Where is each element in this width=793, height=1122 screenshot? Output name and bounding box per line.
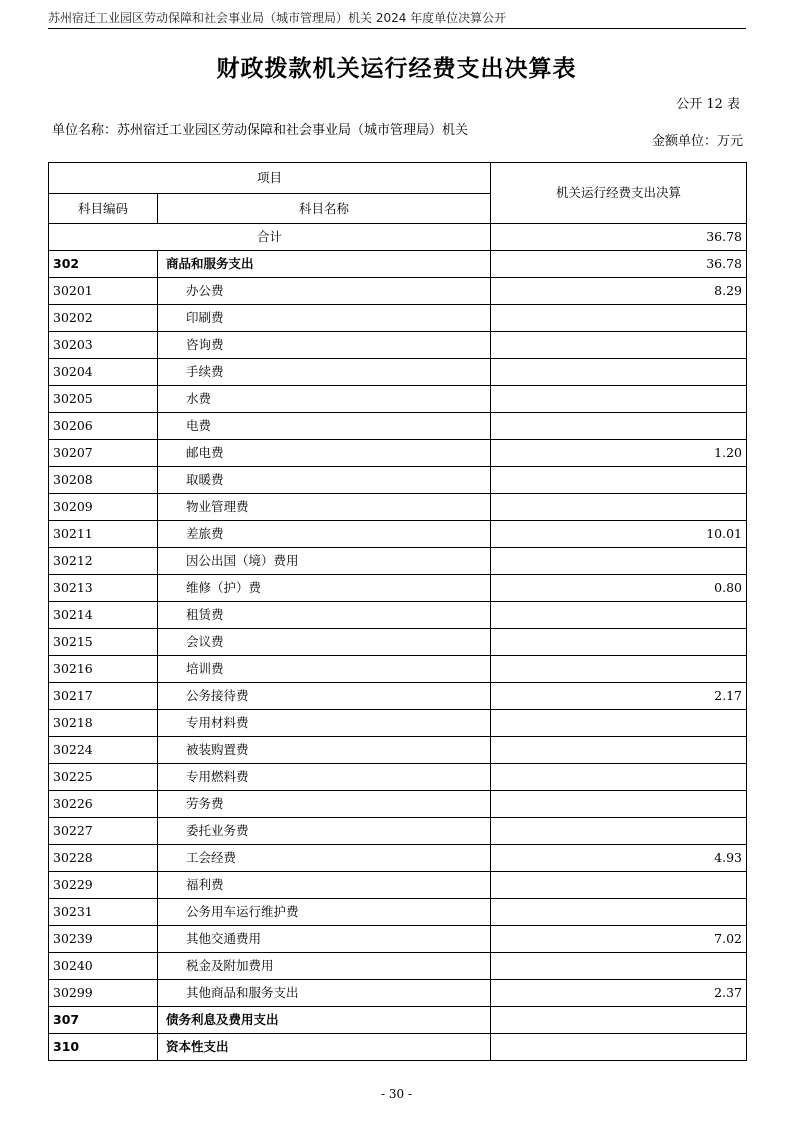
row-code: 30201 [49, 278, 158, 305]
row-name: 取暖费 [158, 467, 491, 494]
row-code: 30209 [49, 494, 158, 521]
table-row [49, 413, 747, 440]
row-code: 30205 [49, 386, 158, 413]
row-code: 307 [49, 1007, 158, 1034]
row-value: 2.17 [491, 683, 747, 710]
unit-name: 单位名称：苏州宿迁工业园区劳动保障和社会事业局（城市管理局）机关 [52, 123, 469, 138]
header-name: 科目名称 [158, 194, 491, 224]
table-row [49, 332, 747, 359]
row-code: 30225 [49, 764, 158, 791]
table-row [49, 629, 747, 656]
row-name: 其他交通费用 [158, 926, 491, 953]
table-row [49, 764, 747, 791]
row-name: 会议费 [158, 629, 491, 656]
row-name: 因公出国（境）费用 [158, 548, 491, 575]
table-row [49, 845, 747, 872]
table-row [49, 467, 747, 494]
row-value: 2.37 [491, 980, 747, 1007]
row-value [491, 791, 747, 818]
row-code: 30203 [49, 332, 158, 359]
row-value [491, 602, 747, 629]
row-name: 福利费 [158, 872, 491, 899]
row-value [491, 332, 747, 359]
row-name: 物业管理费 [158, 494, 491, 521]
row-code: 30208 [49, 467, 158, 494]
header-row [49, 163, 747, 194]
table-row [49, 953, 747, 980]
table-row [49, 251, 747, 278]
table-row [49, 791, 747, 818]
row-value: 36.78 [491, 251, 747, 278]
table-row [49, 305, 747, 332]
row-name: 培训费 [158, 656, 491, 683]
row-code: 30224 [49, 737, 158, 764]
row-name: 公务用车运行维护费 [158, 899, 491, 926]
row-value [491, 467, 747, 494]
header-item: 项目 [49, 163, 491, 194]
row-code: 30214 [49, 602, 158, 629]
header-code: 科目编码 [49, 194, 158, 224]
table-row [49, 278, 747, 305]
table-number: 公开 12 表 [676, 97, 740, 112]
row-name: 委托业务费 [158, 818, 491, 845]
row-value [491, 629, 747, 656]
row-value [491, 656, 747, 683]
row-value [491, 899, 747, 926]
row-code: 30239 [49, 926, 158, 953]
row-name: 咨询费 [158, 332, 491, 359]
row-code: 30231 [49, 899, 158, 926]
table-row [49, 548, 747, 575]
table-row [49, 440, 747, 467]
row-value [491, 872, 747, 899]
table-row [49, 1034, 747, 1061]
table-row [49, 1007, 747, 1034]
row-value [491, 818, 747, 845]
row-value: 1.20 [491, 440, 747, 467]
row-value: 10.01 [491, 521, 747, 548]
table-row [49, 980, 747, 1007]
row-value [491, 413, 747, 440]
row-code: 30218 [49, 710, 158, 737]
row-code: 30227 [49, 818, 158, 845]
table-row [49, 818, 747, 845]
row-code: 30207 [49, 440, 158, 467]
row-code: 30217 [49, 683, 158, 710]
row-name: 差旅费 [158, 521, 491, 548]
total-row [49, 224, 747, 251]
row-name: 商品和服务支出 [158, 251, 491, 278]
row-value: 8.29 [491, 278, 747, 305]
table-row [49, 359, 747, 386]
running-header: 苏州宿迁工业园区劳动保障和社会事业局（城市管理局）机关 2024 年度单位决算公开 [48, 11, 507, 25]
page-title: 财政拨款机关运行经费支出决算表 [216, 56, 577, 82]
row-name: 租赁费 [158, 602, 491, 629]
table-row [49, 575, 747, 602]
row-code: 30229 [49, 872, 158, 899]
row-value: 0.80 [491, 575, 747, 602]
table-row [49, 494, 747, 521]
header-divider [48, 28, 746, 29]
row-code: 30213 [49, 575, 158, 602]
row-value: 7.02 [491, 926, 747, 953]
table-row [49, 602, 747, 629]
row-value: 4.93 [491, 845, 747, 872]
table-row [49, 683, 747, 710]
row-code: 30215 [49, 629, 158, 656]
row-value [491, 386, 747, 413]
header-value: 机关运行经费支出决算 [491, 163, 747, 224]
total-value: 36.78 [491, 224, 747, 251]
expense-table [48, 162, 747, 1061]
row-code: 30212 [49, 548, 158, 575]
row-code: 30240 [49, 953, 158, 980]
row-name: 被装购置费 [158, 737, 491, 764]
row-code: 30226 [49, 791, 158, 818]
row-name: 劳务费 [158, 791, 491, 818]
row-value [491, 737, 747, 764]
row-value [491, 548, 747, 575]
row-value [491, 305, 747, 332]
table-row [49, 710, 747, 737]
row-code: 30211 [49, 521, 158, 548]
table-row [49, 656, 747, 683]
row-name: 税金及附加费用 [158, 953, 491, 980]
row-name: 工会经费 [158, 845, 491, 872]
row-code: 30204 [49, 359, 158, 386]
table-row [49, 386, 747, 413]
row-name: 手续费 [158, 359, 491, 386]
table-row [49, 872, 747, 899]
table-row [49, 926, 747, 953]
row-value [491, 710, 747, 737]
row-value [491, 1034, 747, 1061]
row-name: 电费 [158, 413, 491, 440]
row-code: 30216 [49, 656, 158, 683]
row-value [491, 953, 747, 980]
row-value [491, 1007, 747, 1034]
row-code: 30228 [49, 845, 158, 872]
row-name: 债务利息及费用支出 [158, 1007, 491, 1034]
row-name: 资本性支出 [158, 1034, 491, 1061]
total-label: 合计 [49, 224, 491, 251]
row-code: 30202 [49, 305, 158, 332]
row-name: 邮电费 [158, 440, 491, 467]
row-name: 专用材料费 [158, 710, 491, 737]
row-name: 公务接待费 [158, 683, 491, 710]
row-code: 302 [49, 251, 158, 278]
row-name: 专用燃料费 [158, 764, 491, 791]
row-code: 30299 [49, 980, 158, 1007]
row-code: 30206 [49, 413, 158, 440]
table-row [49, 737, 747, 764]
row-code: 310 [49, 1034, 158, 1061]
row-name: 办公费 [158, 278, 491, 305]
row-name: 印刷费 [158, 305, 491, 332]
row-name: 水费 [158, 386, 491, 413]
row-value [491, 764, 747, 791]
amount-unit: 金额单位：万元 [651, 134, 743, 149]
row-value [491, 359, 747, 386]
row-name: 维修（护）费 [158, 575, 491, 602]
table-row [49, 899, 747, 926]
row-name: 其他商品和服务支出 [158, 980, 491, 1007]
row-value [491, 494, 747, 521]
page-number: - 30 - [380, 1087, 412, 1101]
table-row [49, 521, 747, 548]
